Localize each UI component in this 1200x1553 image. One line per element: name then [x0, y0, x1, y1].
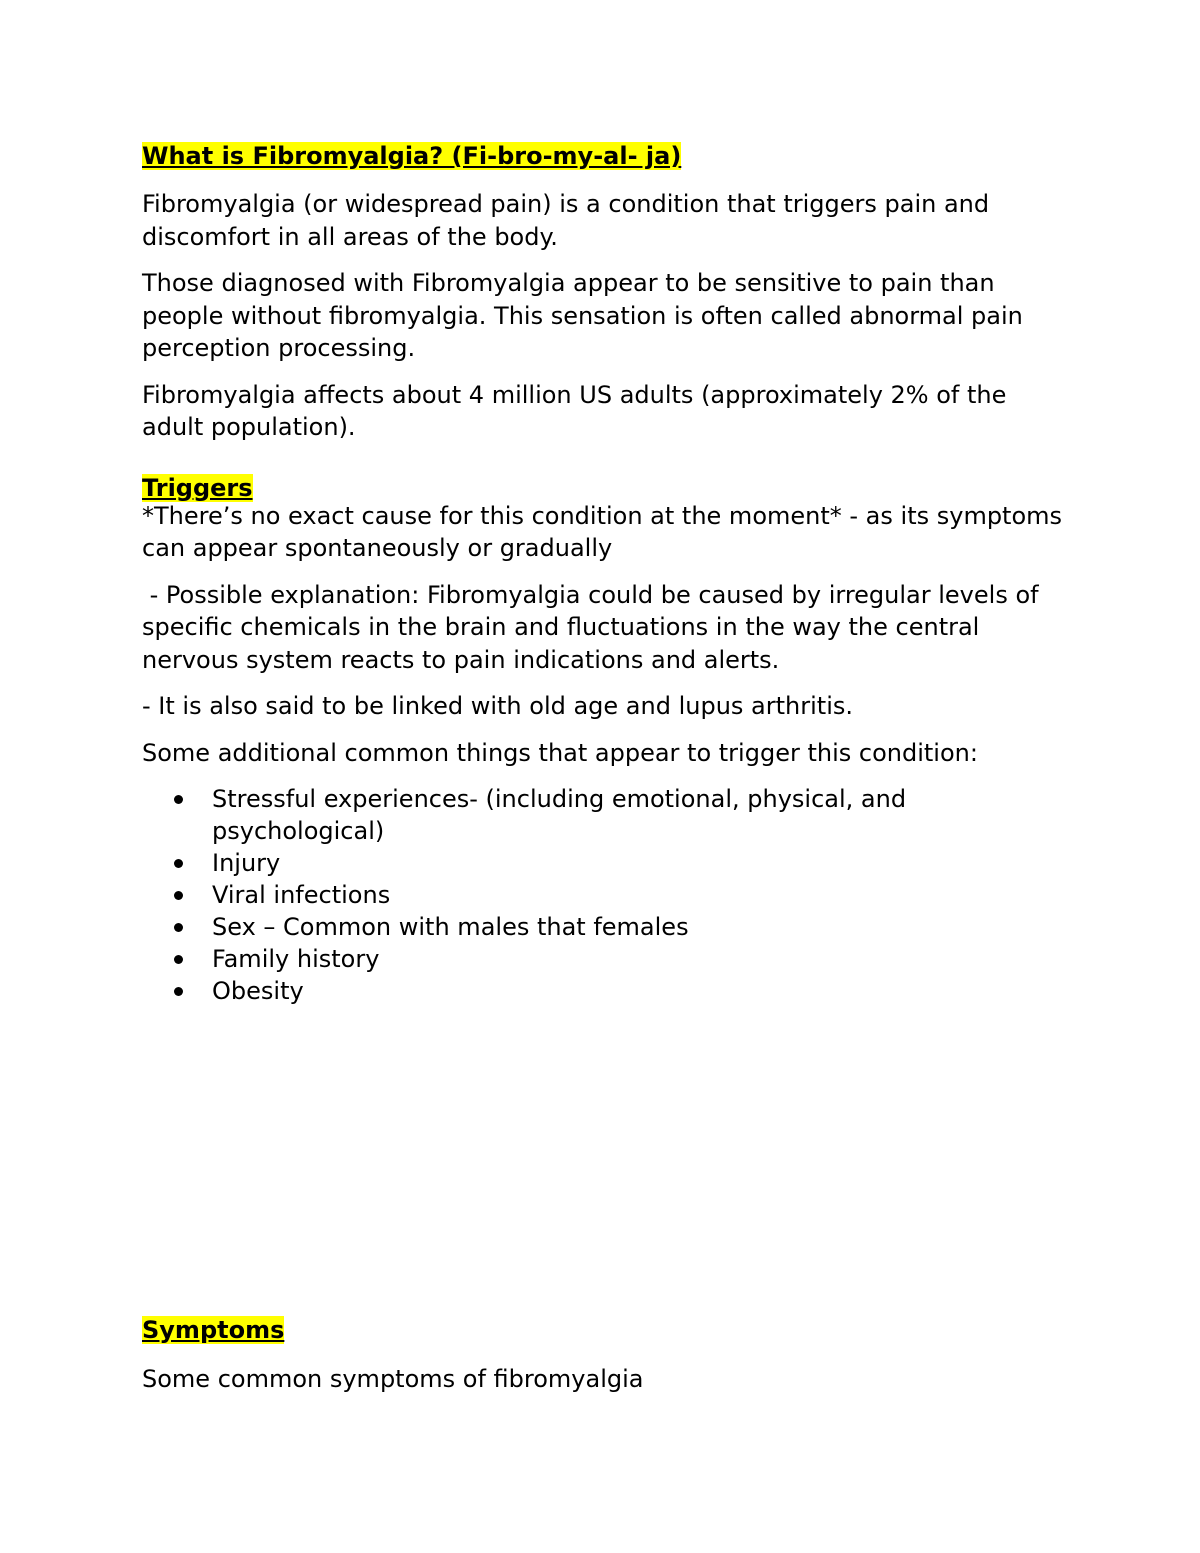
list-item: [142, 975, 1072, 1007]
bullet-icon: [174, 923, 183, 932]
bullet-icon: [174, 987, 183, 996]
triggers-paragraph: *There’s no exact cause for this condition at the moment* - as its symptoms can appear spontaneously or gradually: [142, 501, 1063, 562]
document-body: [142, 138, 1072, 1007]
list-item-text: Family history: [212, 945, 380, 973]
list-item: [142, 943, 1072, 975]
bullet-icon: [174, 955, 183, 964]
bullet-icon: [174, 859, 183, 868]
bullet-icon: [174, 795, 183, 804]
list-item: [142, 847, 1072, 879]
triggers-list: [142, 783, 1072, 1007]
intro-heading: What is Fibromyalgia? (Fi-bro-my-al- ja): [142, 142, 682, 170]
intro-paragraph: Fibromyalgia affects about 4 million US adults (approximately 2% of the adult population).: [142, 380, 1007, 441]
list-item-text: Sex – Common with males that females: [212, 913, 689, 941]
list-item-text: Injury: [212, 849, 281, 877]
list-item-text: Stressful experiences- (including emotional, physical, and psychological): [212, 785, 907, 845]
list-item-text: Viral infections: [212, 881, 391, 909]
list-item: [142, 783, 1072, 847]
intro-paragraph: Those diagnosed with Fibromyalgia appear to be sensitive to pain than people without fibromyalgia. This sensation is often called abnormal pain perception processing.: [142, 269, 1023, 362]
triggers-paragraph: - Possible explanation: Fibromyalgia could be caused by irregular levels of specific chemicals in the brain and fluctuations in the way the central nervous system reacts to pain indications and alerts.: [142, 580, 1047, 674]
list-item: [142, 879, 1072, 911]
symptoms-heading: Symptoms: [142, 1316, 285, 1344]
list-item-text: Obesity: [212, 977, 304, 1005]
intro-paragraph: Fibromyalgia (or widespread pain) is a condition that triggers pain and discomfort in all areas of the body.: [142, 190, 990, 251]
triggers-paragraph: Some additional common things that appear to trigger this condition:: [142, 738, 978, 767]
symptoms-heading-line: [142, 1312, 284, 1348]
triggers-heading: Triggers: [142, 473, 253, 502]
bullet-icon: [174, 891, 183, 900]
symptoms-intro: Some common symptoms of fibromyalgia: [142, 1365, 644, 1393]
triggers-paragraph: - It is also said to be linked with old age and lupus arthritis.: [142, 692, 853, 720]
list-item: [142, 911, 1072, 943]
intro-heading-line: [142, 138, 1072, 174]
